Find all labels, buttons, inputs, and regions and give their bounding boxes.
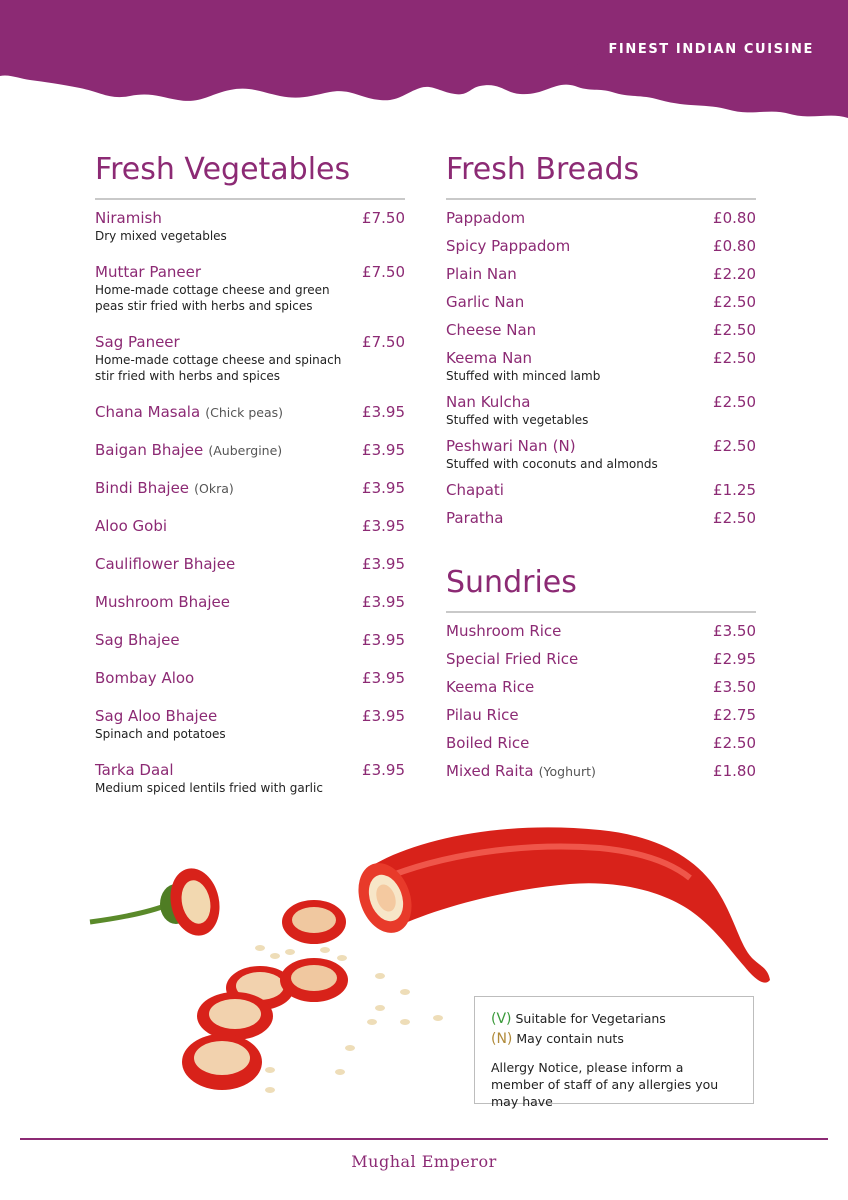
- menu-item-title: [95, 440, 352, 460]
- menu-item-text: [446, 348, 703, 384]
- menu-item-price: £3.95: [362, 555, 405, 573]
- vegetables-list: [95, 208, 405, 796]
- chilli-seeds: [255, 945, 443, 1093]
- menu-item: [95, 332, 405, 384]
- nut-mark: (N): [491, 1031, 513, 1047]
- menu-item-price: £2.50: [713, 293, 756, 311]
- menu-item: [446, 508, 756, 528]
- menu-item-text: [446, 621, 703, 641]
- menu-item-text: [446, 264, 703, 284]
- menu-item-name: Aloo Gobi: [95, 517, 168, 535]
- menu-item: [95, 516, 405, 536]
- menu-item-title: [95, 516, 352, 536]
- menu-item: [95, 440, 405, 460]
- menu-item-title: [446, 621, 703, 641]
- menu-item-note: (Chick peas): [205, 405, 283, 420]
- menu-item-title: [95, 208, 352, 228]
- menu-item-text: [95, 760, 352, 796]
- menu-item-title: [95, 402, 352, 422]
- menu-item: [446, 236, 756, 256]
- menu-item-name: Pappadom: [446, 209, 526, 227]
- menu-item-title: [95, 332, 352, 352]
- menu-item-text: [446, 761, 703, 781]
- veg-text: Suitable for Vegetarians: [515, 1011, 666, 1026]
- menu-item-price: £0.80: [713, 209, 756, 227]
- menu-item-name: Paratha: [446, 509, 504, 527]
- menu-item-text: [446, 508, 703, 528]
- menu-item-note: (Yoghurt): [538, 764, 596, 779]
- menu-item-title: [95, 668, 352, 688]
- menu-item-text: [95, 478, 352, 498]
- menu-item-title: [446, 649, 703, 669]
- menu-item-name: Plain Nan: [446, 265, 517, 283]
- menu-item: [446, 208, 756, 228]
- menu-item-title: [95, 262, 352, 282]
- menu-item: [446, 649, 756, 669]
- menu-item-price: £7.50: [362, 333, 405, 351]
- menu-item-price: £3.95: [362, 479, 405, 497]
- menu-item-title: [95, 760, 352, 780]
- menu-item: [446, 761, 756, 781]
- menu-item-price: £0.80: [713, 237, 756, 255]
- menu-item-description: Medium spiced lentils fried with garlic: [95, 781, 323, 795]
- menu-item-description: Spinach and potatoes: [95, 727, 226, 741]
- menu-item-name: Chana Masala: [95, 403, 201, 421]
- menu-item-title: [95, 706, 352, 726]
- nut-text: May contain nuts: [516, 1031, 624, 1046]
- menu-item: [446, 348, 756, 384]
- menu-item-name: Keema Nan: [446, 349, 533, 367]
- menu-item-title: [446, 236, 703, 256]
- menu-item-price: £3.50: [713, 622, 756, 640]
- menu-item-text: [95, 592, 352, 612]
- menu-item-price: £3.95: [362, 761, 405, 779]
- menu-item-price: £2.50: [713, 321, 756, 339]
- breads-list: [446, 208, 756, 528]
- menu-item-title: [446, 392, 703, 412]
- menu-item-price: £2.50: [713, 349, 756, 367]
- tagline: FINEST INDIAN CUISINE: [608, 42, 814, 57]
- menu-item: [446, 480, 756, 500]
- veg-mark: (V): [491, 1011, 512, 1027]
- menu-item: [446, 436, 756, 472]
- menu-item-title: [446, 761, 703, 781]
- menu-item-text: [446, 392, 703, 428]
- menu-item-text: [446, 236, 703, 256]
- menu-item-text: [95, 262, 352, 314]
- menu-item-price: £3.95: [362, 707, 405, 725]
- menu-item-name: Niramish: [95, 209, 162, 227]
- menu-item-title: [446, 264, 703, 284]
- menu-item-description: Stuffed with coconuts and almonds: [446, 457, 658, 471]
- menu-item-text: [446, 705, 703, 725]
- menu-item: [446, 621, 756, 641]
- sundries-list: [446, 621, 756, 781]
- menu-item-text: [446, 320, 703, 340]
- menu-item: [446, 292, 756, 312]
- breads-title: Fresh Breads: [446, 150, 756, 200]
- menu-item-price: £7.50: [362, 263, 405, 281]
- menu-item: [95, 402, 405, 422]
- menu-item-text: [446, 649, 703, 669]
- menu-item: [95, 208, 405, 244]
- menu-item-name: Garlic Nan: [446, 293, 525, 311]
- menu-item-text: [95, 554, 352, 574]
- menu-item: [95, 668, 405, 688]
- sundries-title: Sundries: [446, 563, 756, 613]
- menu-item-price: £2.95: [713, 650, 756, 668]
- menu-item-price: £3.50: [713, 678, 756, 696]
- menu-item-text: [446, 733, 703, 753]
- menu-item-name: Sag Paneer: [95, 333, 180, 351]
- menu-item-title: [446, 320, 703, 340]
- menu-item-description: Dry mixed vegetables: [95, 229, 227, 243]
- menu-item-title: [95, 478, 352, 498]
- menu-item-price: £3.95: [362, 441, 405, 459]
- footer-rule: [20, 1138, 828, 1140]
- menu-item-name: Sag Aloo Bhajee: [95, 707, 218, 725]
- menu-item-name: Mixed Raita: [446, 762, 534, 780]
- menu-item-name: Boiled Rice: [446, 734, 530, 752]
- menu-item-name: Spicy Pappadom: [446, 237, 571, 255]
- menu-item-name: Mushroom Rice: [446, 622, 562, 640]
- menu-item-name: Nan Kulcha: [446, 393, 531, 411]
- menu-item-title: [95, 554, 352, 574]
- menu-item-title: [446, 480, 703, 500]
- menu-item-text: [446, 480, 703, 500]
- menu-item-name: Muttar Paneer: [95, 263, 202, 281]
- menu-item-name: Special Fried Rice: [446, 650, 579, 668]
- footer-brand: Mughal Emperor: [351, 1152, 497, 1171]
- menu-item-name: Sag Bhajee: [95, 631, 180, 649]
- menu-item-note: (Okra): [194, 481, 234, 496]
- allergy-notice: Allergy Notice, please inform a member of staff of any allergies you may have: [491, 1060, 719, 1109]
- legend-box: [474, 996, 754, 1109]
- menu-item-text: [446, 292, 703, 312]
- menu-item-description: Stuffed with minced lamb: [446, 369, 601, 383]
- menu-item-text: [95, 208, 352, 244]
- menu-item-name: Pilau Rice: [446, 706, 519, 724]
- menu-item-price: £2.50: [713, 393, 756, 411]
- menu-item-title: [446, 292, 703, 312]
- menu-item-text: [95, 332, 352, 384]
- menu-item-name: Mushroom Bhajee: [95, 593, 230, 611]
- chilli-body: [365, 827, 770, 982]
- menu-item-name: Bombay Aloo: [95, 669, 195, 687]
- menu-item: [446, 392, 756, 428]
- menu-item-title: [446, 705, 703, 725]
- menu-item: [446, 677, 756, 697]
- menu-item-price: £3.95: [362, 593, 405, 611]
- legend-nut: [491, 1029, 739, 1049]
- menu-item-text: [446, 208, 703, 228]
- menu-item-title: [446, 733, 703, 753]
- menu-item-title: [446, 677, 703, 697]
- menu-item-price: £2.20: [713, 265, 756, 283]
- chilli-stem: [90, 904, 170, 922]
- menu-item-note: (Aubergine): [208, 443, 283, 458]
- menu-item-text: [95, 706, 352, 742]
- breads-section: [446, 150, 756, 536]
- sundries-section: [446, 563, 756, 789]
- menu-item-price: £2.50: [713, 437, 756, 455]
- menu-item: [446, 264, 756, 284]
- menu-item-price: £2.50: [713, 509, 756, 527]
- menu-item: [95, 592, 405, 612]
- menu-item-text: [446, 677, 703, 697]
- vegetables-title: Fresh Vegetables: [95, 150, 405, 200]
- menu-item-description: Stuffed with vegetables: [446, 413, 589, 427]
- menu-item-price: £1.80: [713, 762, 756, 780]
- menu-item-nut-tag: (N): [552, 437, 576, 455]
- menu-item-title: [446, 208, 703, 228]
- menu-item-description: Home-made cottage cheese and green peas stir fried with herbs and spices: [95, 283, 330, 313]
- menu-item-name: Cheese Nan: [446, 321, 537, 339]
- menu-item-name: Bindi Bhajee: [95, 479, 190, 497]
- menu-item-price: £2.75: [713, 706, 756, 724]
- menu-item-name: Tarka Daal: [95, 761, 174, 779]
- vegetables-section: [95, 150, 405, 814]
- menu-item-price: £7.50: [362, 209, 405, 227]
- menu-item: [446, 320, 756, 340]
- menu-item-text: [95, 516, 352, 536]
- header-banner: [0, 0, 848, 130]
- menu-item: [95, 706, 405, 742]
- menu-item: [446, 705, 756, 725]
- menu-item-name: Keema Rice: [446, 678, 535, 696]
- menu-item-title: [95, 592, 352, 612]
- menu-item-price: £1.25: [713, 481, 756, 499]
- menu-item-text: [95, 440, 352, 460]
- menu-item-price: £3.95: [362, 631, 405, 649]
- menu-item-title: [446, 508, 703, 528]
- menu-item-name: Baigan Bhajee: [95, 441, 204, 459]
- menu-item-text: [95, 668, 352, 688]
- menu-item-text: [95, 402, 352, 422]
- menu-item-price: £3.95: [362, 669, 405, 687]
- menu-item-price: £3.95: [362, 403, 405, 421]
- menu-item-name: Cauliflower Bhajee: [95, 555, 236, 573]
- menu-item-price: £3.95: [362, 517, 405, 535]
- menu-item-title: [95, 630, 352, 650]
- menu-item: [95, 630, 405, 650]
- menu-item-text: [95, 630, 352, 650]
- menu-item-description: Home-made cottage cheese and spinach stir fried with herbs and spices: [95, 353, 342, 383]
- menu-item: [95, 262, 405, 314]
- menu-item-name: Peshwari Nan: [446, 437, 548, 455]
- legend-veg: [491, 1009, 739, 1029]
- menu-item-name: Chapati: [446, 481, 504, 499]
- menu-item-title: [446, 436, 703, 456]
- menu-item-text: [446, 436, 703, 472]
- menu-item: [95, 760, 405, 796]
- menu-item: [95, 478, 405, 498]
- menu-item: [446, 733, 756, 753]
- menu-item: [95, 554, 405, 574]
- menu-item-title: [446, 348, 703, 368]
- menu-item-price: £2.50: [713, 734, 756, 752]
